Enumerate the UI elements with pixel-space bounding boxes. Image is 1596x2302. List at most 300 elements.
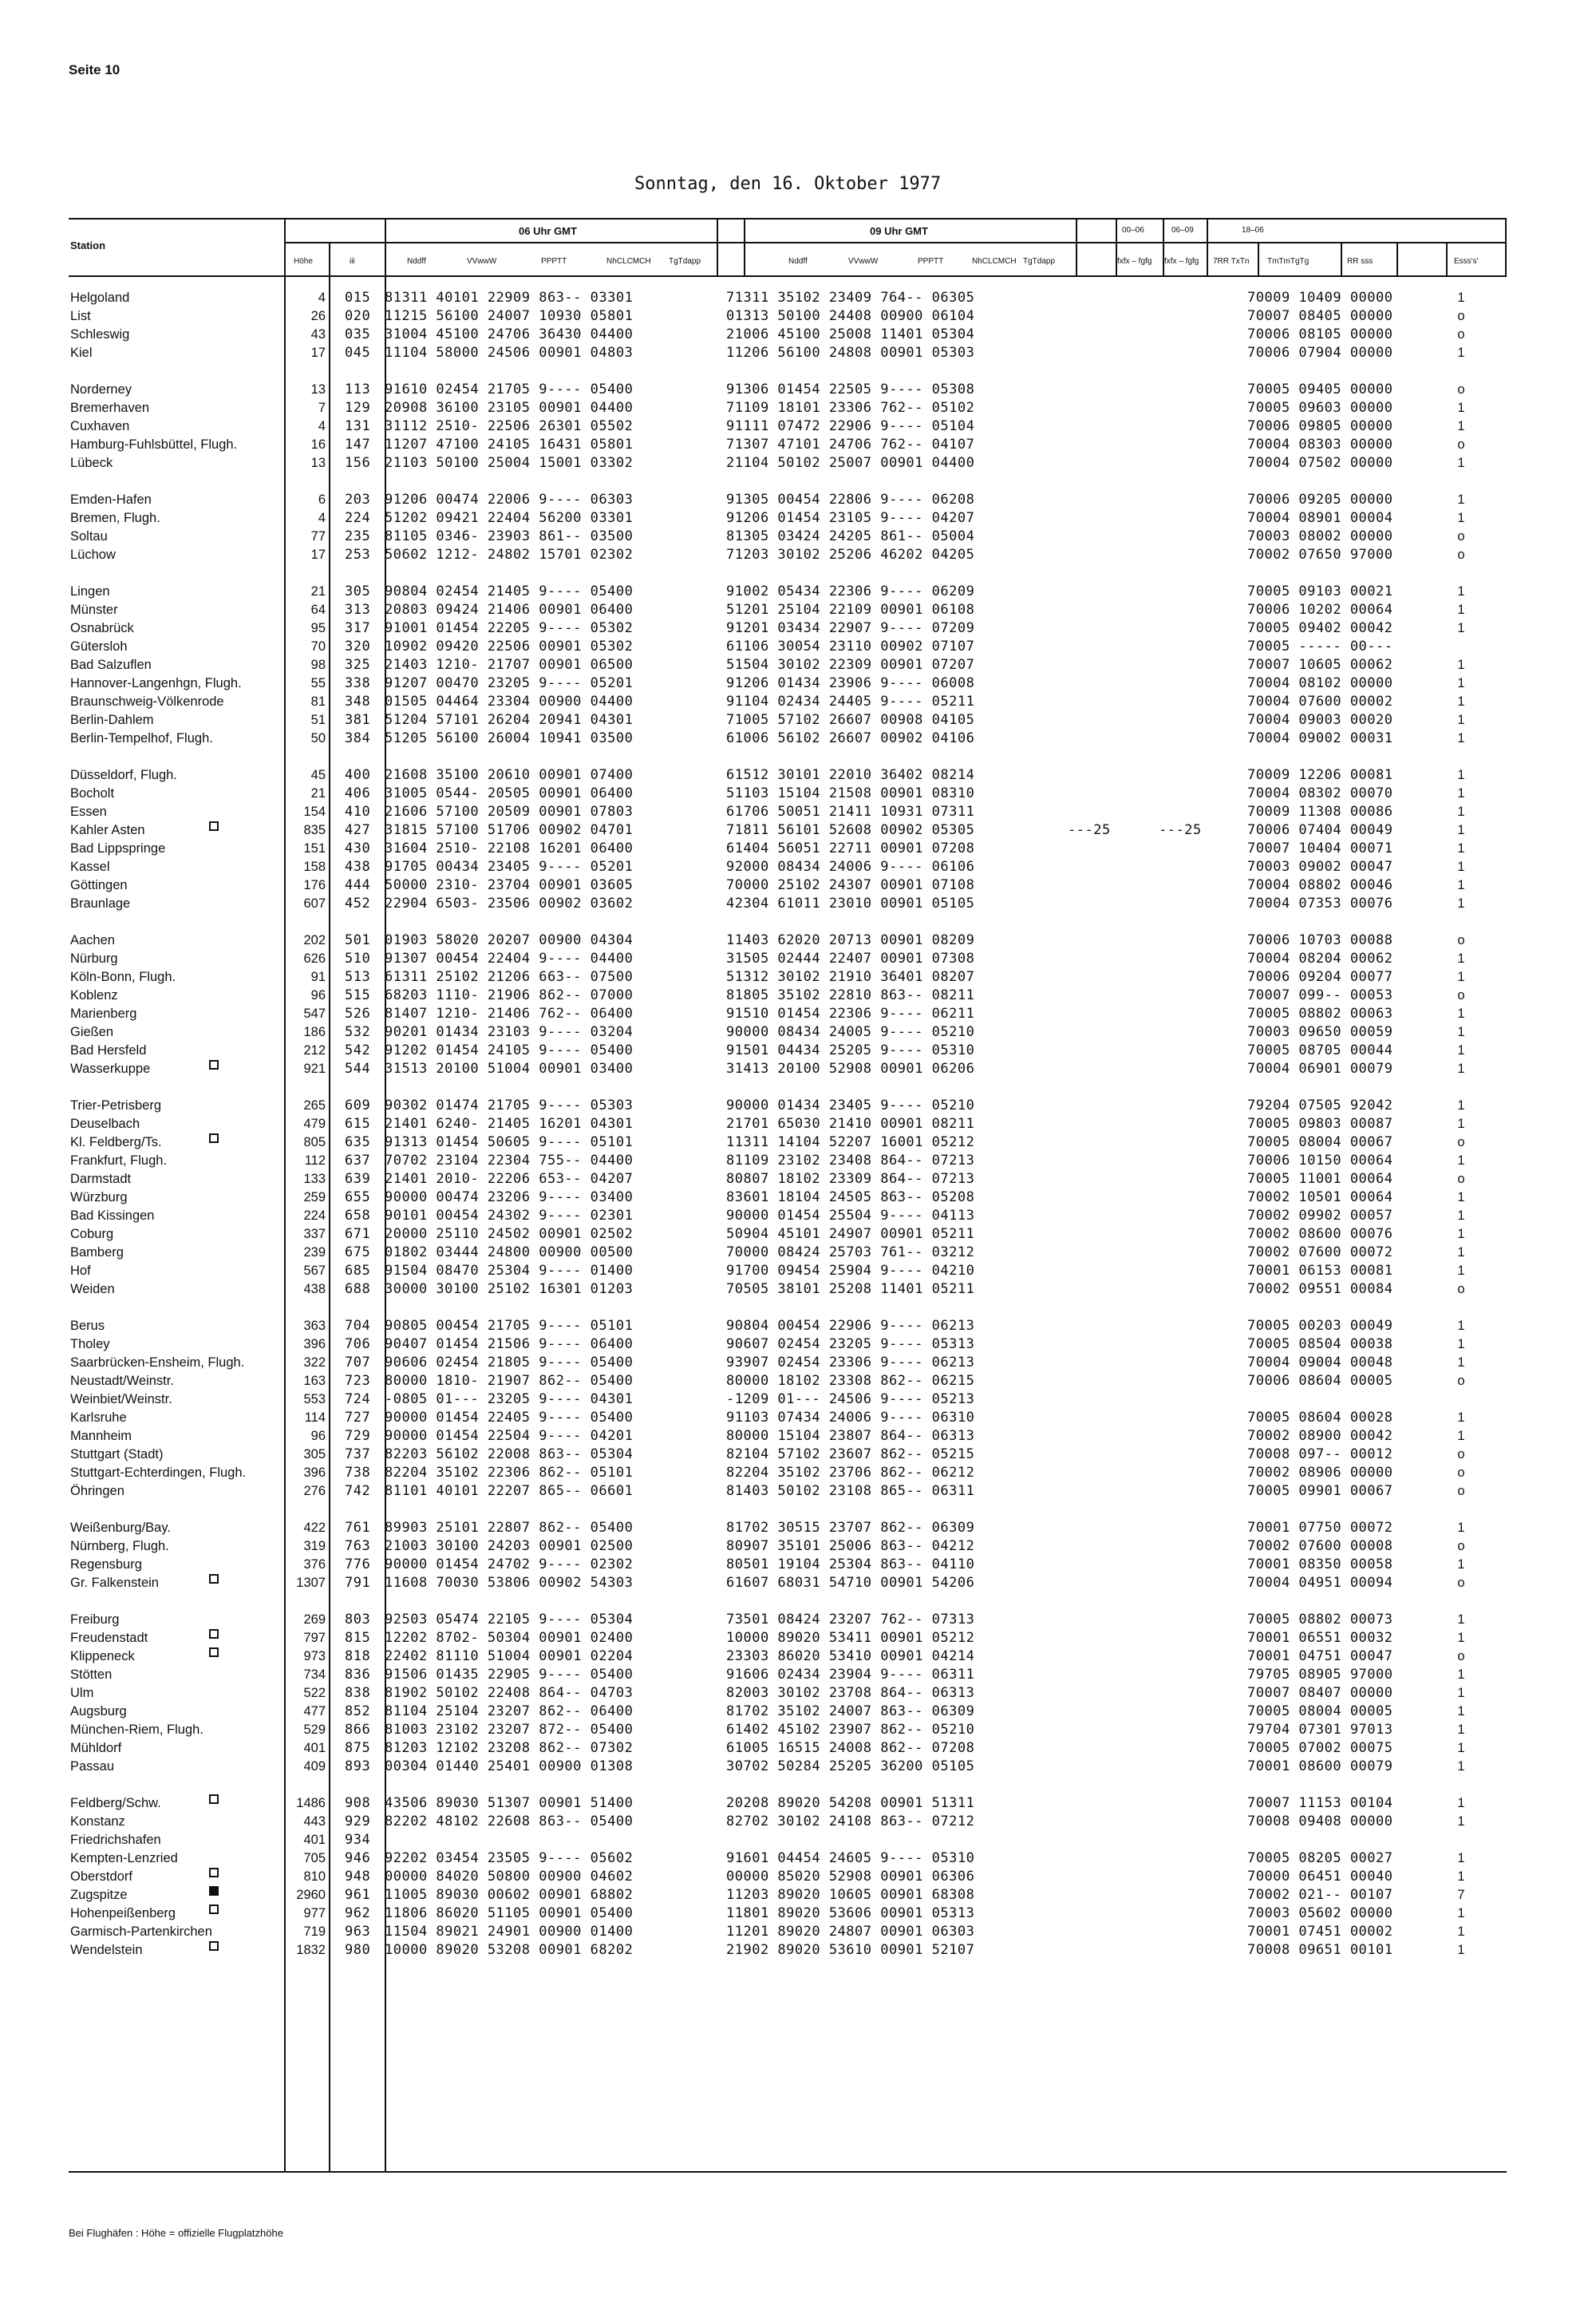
- station-index: 929: [345, 1814, 371, 1829]
- snow-code: 1: [1457, 1264, 1465, 1278]
- station-index: 742: [345, 1483, 371, 1499]
- station-index: 438: [345, 859, 371, 875]
- station-altitude: 158: [303, 860, 326, 874]
- obs-09-gmt: 51312 30102 21910 36401 08207: [726, 969, 975, 985]
- table-row: [0, 601, 1596, 619]
- obs-18-06: 70006 10703 00088: [1247, 932, 1393, 948]
- obs-18-06: 70003 09002 00047: [1247, 859, 1393, 875]
- obs-18-06: 70002 08600 00076: [1247, 1226, 1393, 1242]
- obs-09-gmt: 90607 02454 23205 9---- 05313: [726, 1336, 975, 1352]
- station-index: 224: [345, 510, 371, 526]
- mountain-station-box-icon: [209, 1794, 219, 1804]
- obs-18-06: 79204 07505 92042: [1247, 1098, 1393, 1113]
- snow-code: 1: [1457, 1667, 1465, 1682]
- station-name: Trier-Petrisberg: [70, 1098, 161, 1113]
- station-name: Friedrichshafen: [70, 1833, 161, 1847]
- snow-code: 1: [1457, 841, 1465, 856]
- obs-09-gmt: 91111 07472 22906 9---- 05104: [726, 418, 975, 434]
- snow-code: 1: [1457, 1723, 1465, 1737]
- table-row: [0, 289, 1596, 307]
- table-row: [0, 417, 1596, 436]
- obs-18-06: 70009 10409 00000: [1247, 290, 1393, 306]
- table-row: [0, 1023, 1596, 1042]
- station-name: Nürnberg, Flugh.: [70, 1539, 169, 1553]
- obs-09-gmt: 70505 38101 25208 11401 05211: [726, 1281, 975, 1297]
- station-altitude: 55: [310, 676, 326, 690]
- obs-06-gmt: 91313 01454 50605 9---- 05101: [385, 1134, 634, 1150]
- obs-09-gmt: 23303 86020 53410 00901 04214: [726, 1648, 975, 1664]
- obs-09-gmt: 91305 00454 22806 9---- 06208: [726, 492, 975, 508]
- snow-code: 1: [1457, 658, 1465, 672]
- obs-06-gmt: 50000 2310- 23704 00901 03605: [385, 877, 634, 893]
- obs-06-gmt: -0805 01--- 23205 9---- 04301: [385, 1391, 634, 1407]
- station-index: 035: [345, 326, 371, 342]
- obs-18-06: 70007 10605 00062: [1247, 657, 1393, 673]
- table-row: [0, 1813, 1596, 1831]
- snow-code: 1: [1457, 492, 1465, 507]
- obs-18-06: 70002 10501 00064: [1247, 1189, 1393, 1205]
- header-06-sub-1: Nddff: [407, 257, 426, 266]
- obs-09-gmt: 71811 56101 52608 00902 05305: [726, 822, 975, 838]
- obs-09-gmt: 80000 18102 23308 862-- 06215: [726, 1373, 975, 1389]
- station-index: 655: [345, 1189, 371, 1205]
- obs-06-gmt: 90407 01454 21506 9---- 06400: [385, 1336, 634, 1352]
- table-row: [0, 454, 1596, 473]
- station-altitude: 269: [303, 1612, 326, 1627]
- station-index: 635: [345, 1134, 371, 1150]
- obs-09-gmt: 31505 02444 22407 00901 07308: [726, 951, 975, 967]
- station-name: Darmstadt: [70, 1172, 132, 1186]
- header-station: Station: [70, 239, 106, 251]
- station-altitude: 224: [303, 1208, 326, 1223]
- station-index: 510: [345, 951, 371, 967]
- obs-09-gmt: 91206 01454 23105 9---- 04207: [726, 510, 975, 526]
- mountain-station-box-icon: [209, 1629, 219, 1639]
- station-name: Braunlage: [70, 896, 131, 911]
- obs-09-gmt: 11311 14104 52207 16001 05212: [726, 1134, 975, 1150]
- station-index: 737: [345, 1446, 371, 1462]
- station-index: 815: [345, 1630, 371, 1646]
- snow-code: 1: [1457, 1924, 1465, 1939]
- obs-09-gmt: 91306 01454 22505 9---- 05308: [726, 382, 975, 398]
- snow-code: 1: [1457, 1943, 1465, 1957]
- obs-18-06: 70001 06551 00032: [1247, 1630, 1393, 1646]
- station-name: Münster: [70, 603, 118, 617]
- station-index: 658: [345, 1208, 371, 1224]
- obs-06-gmt: 90606 02454 21805 9---- 05400: [385, 1355, 634, 1371]
- obs-09-gmt: 91700 09454 25904 9---- 04210: [726, 1263, 975, 1279]
- station-altitude: 26: [310, 309, 326, 323]
- obs-06-gmt: 90000 00474 23206 9---- 03400: [385, 1189, 634, 1205]
- station-altitude: 719: [303, 1924, 326, 1939]
- obs-09-gmt: 21701 65030 21410 00901 08211: [726, 1116, 975, 1132]
- obs-09-gmt: 21006 45100 25008 11401 05304: [726, 326, 975, 342]
- table-row: [0, 1409, 1596, 1427]
- obs-18-06: 70004 07502 00000: [1247, 455, 1393, 471]
- station-altitude: 51: [310, 713, 326, 727]
- station-index: 980: [345, 1942, 371, 1958]
- station-altitude: 2960: [296, 1888, 326, 1902]
- station-index: 729: [345, 1428, 371, 1444]
- table-row: [0, 1152, 1596, 1170]
- station-name: Schleswig: [70, 327, 130, 342]
- obs-09-gmt: 90000 01434 23405 9---- 05210: [726, 1098, 975, 1113]
- station-index: 609: [345, 1098, 371, 1113]
- obs-06-gmt: 31604 2510- 22108 16201 06400: [385, 841, 634, 856]
- obs-18-06: 70005 08004 00005: [1247, 1703, 1393, 1719]
- station-name: Göttingen: [70, 878, 128, 892]
- station-altitude: 443: [303, 1814, 326, 1829]
- station-name: Soltau: [70, 529, 108, 544]
- snow-code: 1: [1457, 823, 1465, 837]
- obs-18-06: 70007 11153 00104: [1247, 1795, 1393, 1811]
- station-index: 836: [345, 1667, 371, 1683]
- header-09-sub-1: Nddff: [788, 257, 808, 266]
- obs-18-06: 70005 09402 00042: [1247, 620, 1393, 636]
- obs-09-gmt: 91606 02434 23904 9---- 06311: [726, 1667, 975, 1683]
- obs-09-gmt: 21902 89020 53610 00901 52107: [726, 1942, 975, 1958]
- station-index: 706: [345, 1336, 371, 1352]
- obs-18-06: 70004 09002 00031: [1247, 730, 1393, 746]
- table-row: [0, 326, 1596, 344]
- header-tmtm: TmTmTgTg: [1267, 257, 1310, 266]
- obs-06-gmt: 31004 45100 24706 36430 04400: [385, 326, 634, 342]
- station-altitude: 835: [303, 823, 326, 837]
- obs-09-gmt: 82003 30102 23708 864-- 06313: [726, 1685, 975, 1701]
- obs-06-gmt: 81104 25104 23207 862-- 06400: [385, 1703, 634, 1719]
- obs-09-gmt: 61404 56051 22711 00901 07208: [726, 841, 975, 856]
- obs-06-gmt: 21403 1210- 21707 00901 06500: [385, 657, 634, 673]
- obs-06-gmt: 82204 35102 22306 862-- 05101: [385, 1465, 634, 1481]
- obs-06-gmt: 51205 56100 26004 10941 03500: [385, 730, 634, 746]
- obs-09-gmt: 61706 50051 21411 10931 07311: [726, 804, 975, 820]
- table-row: [0, 1133, 1596, 1152]
- station-altitude: 50: [310, 731, 326, 746]
- station-index: 381: [345, 712, 371, 728]
- obs-18-06: 70005 09901 00067: [1247, 1483, 1393, 1499]
- obs-18-06: 70004 08102 00000: [1247, 675, 1393, 691]
- table-row: [0, 1060, 1596, 1078]
- obs-06-gmt: 11504 89021 24901 00900 01400: [385, 1924, 634, 1940]
- station-name: Bremerhaven: [70, 401, 150, 415]
- table-row: [0, 1225, 1596, 1244]
- obs-06-gmt: 91206 00474 22006 9---- 06303: [385, 492, 634, 508]
- station-name: Passau: [70, 1759, 115, 1774]
- obs-18-06: 70006 10202 00064: [1247, 602, 1393, 618]
- obs-18-06: 70009 11308 00086: [1247, 804, 1393, 820]
- station-index: 452: [345, 896, 371, 912]
- table-row: [0, 1923, 1596, 1941]
- table-row: [0, 1189, 1596, 1207]
- station-altitude: 396: [303, 1465, 326, 1480]
- station-altitude: 96: [310, 988, 326, 1003]
- obs-09-gmt: 61402 45102 23907 862-- 05210: [726, 1722, 975, 1738]
- station-altitude: 626: [303, 951, 326, 966]
- obs-18-06: 70006 10150 00064: [1247, 1153, 1393, 1169]
- snow-code: o: [1457, 327, 1465, 342]
- table-row: [0, 693, 1596, 711]
- station-name: Cuxhaven: [70, 419, 130, 433]
- obs-09-gmt: 92000 08434 24006 9---- 06106: [726, 859, 975, 875]
- station-index: 384: [345, 730, 371, 746]
- station-index: 253: [345, 547, 371, 563]
- station-name: Bocholt: [70, 786, 115, 801]
- snow-code: 1: [1457, 346, 1465, 360]
- table-row: [0, 858, 1596, 876]
- station-altitude: 13: [310, 456, 326, 470]
- mountain-station-box-icon: [209, 1574, 219, 1584]
- obs-18-06: 70005 08004 00067: [1247, 1134, 1393, 1150]
- station-altitude: 77: [310, 529, 326, 544]
- station-altitude: 21: [310, 584, 326, 599]
- station-index: 776: [345, 1556, 371, 1572]
- snow-code: o: [1457, 1576, 1465, 1590]
- obs-09-gmt: 30702 50284 25205 36200 05105: [726, 1758, 975, 1774]
- obs-06-gmt: 91504 08470 25304 9---- 01400: [385, 1263, 634, 1279]
- station-altitude: 81: [310, 694, 326, 709]
- table-row: [0, 1611, 1596, 1629]
- mountain-station-box-icon: [209, 1904, 219, 1914]
- table-row: [0, 1244, 1596, 1262]
- obs-09-gmt: 51201 25104 22109 00901 06108: [726, 602, 975, 618]
- station-index: 348: [345, 694, 371, 710]
- table-row: [0, 528, 1596, 546]
- obs-18-06: 70000 06451 00040: [1247, 1869, 1393, 1885]
- obs-09-gmt: -1209 01--- 24506 9---- 05213: [726, 1391, 975, 1407]
- snow-code: o: [1457, 1172, 1465, 1186]
- table-row: [0, 730, 1596, 748]
- mountain-station-box-icon: [209, 1868, 219, 1877]
- obs-09-gmt: 91501 04434 25205 9---- 05310: [726, 1042, 975, 1058]
- station-index: 526: [345, 1006, 371, 1022]
- station-altitude: 1486: [296, 1796, 326, 1810]
- snow-code: 1: [1457, 1686, 1465, 1700]
- station-index: 962: [345, 1905, 371, 1921]
- obs-18-06: 70004 09003 00020: [1247, 712, 1393, 728]
- table-row: [0, 1574, 1596, 1592]
- obs-09-gmt: 90000 08434 24005 9---- 05210: [726, 1024, 975, 1040]
- obs-09-gmt: 10000 89020 53411 00901 05212: [726, 1630, 975, 1646]
- table-row: [0, 1537, 1596, 1556]
- header-period-18-06: 18–06: [1242, 226, 1264, 235]
- obs-18-06: 70001 07750 00072: [1247, 1520, 1393, 1536]
- obs-06-gmt: 21606 57100 20509 00901 07803: [385, 804, 634, 820]
- station-altitude: 1307: [296, 1576, 326, 1590]
- obs-18-06: 70004 08302 00070: [1247, 785, 1393, 801]
- snow-code: 1: [1457, 511, 1465, 525]
- obs-18-06: 70006 08105 00000: [1247, 326, 1393, 342]
- obs-18-06: 70005 08705 00044: [1247, 1042, 1393, 1058]
- station-index: 542: [345, 1042, 371, 1058]
- station-name: Bad Hersfeld: [70, 1043, 147, 1058]
- station-index: 410: [345, 804, 371, 820]
- snow-code: 1: [1457, 731, 1465, 746]
- station-name: Braunschweig-Völkenrode: [70, 694, 224, 709]
- table-row: [0, 491, 1596, 509]
- station-name: Hannover-Langenhgn, Flugh.: [70, 676, 242, 690]
- station-name: Kempten-Lenzried: [70, 1851, 178, 1865]
- station-name: Feldberg/Schw.: [70, 1796, 161, 1810]
- station-altitude: 17: [310, 548, 326, 562]
- obs-18-06: 70004 07600 00002: [1247, 694, 1393, 710]
- obs-09-gmt: 81403 50102 23108 865-- 06311: [726, 1483, 975, 1499]
- gust-00-06: ---25: [1068, 822, 1111, 838]
- mountain-station-box-icon: [209, 1886, 219, 1896]
- station-index: 723: [345, 1373, 371, 1389]
- station-index: 515: [345, 987, 371, 1003]
- obs-18-06: 70005 08205 00027: [1247, 1850, 1393, 1866]
- station-index: 430: [345, 841, 371, 856]
- station-index: 513: [345, 969, 371, 985]
- snow-code: 1: [1457, 1612, 1465, 1627]
- station-altitude: 239: [303, 1245, 326, 1260]
- station-index: 615: [345, 1116, 371, 1132]
- header-gust-1: fxfx – fgfg: [1117, 257, 1152, 266]
- obs-18-06: 70005 ----- 00---: [1247, 639, 1393, 655]
- station-index: 015: [345, 290, 371, 306]
- station-name: Freudenstadt: [70, 1631, 148, 1645]
- station-name: Öhringen: [70, 1484, 124, 1498]
- obs-06-gmt: 70702 23104 22304 755-- 04400: [385, 1153, 634, 1169]
- station-index: 838: [345, 1685, 371, 1701]
- snow-code: 1: [1457, 786, 1465, 801]
- snow-code: 1: [1457, 951, 1465, 966]
- obs-09-gmt: 20208 89020 54208 00901 51311: [726, 1795, 975, 1811]
- snow-code: 1: [1457, 878, 1465, 892]
- snow-code: 1: [1457, 1190, 1465, 1204]
- obs-06-gmt: 81902 50102 22408 864-- 04703: [385, 1685, 634, 1701]
- station-index: 147: [345, 437, 371, 453]
- obs-06-gmt: 81203 12102 23208 862-- 07302: [385, 1740, 634, 1756]
- station-altitude: 21: [310, 786, 326, 801]
- table-row: [0, 1629, 1596, 1647]
- obs-06-gmt: 81003 23102 23207 872-- 05400: [385, 1722, 634, 1738]
- obs-06-gmt: 81105 0346- 23903 861-- 03500: [385, 528, 634, 544]
- station-index: 532: [345, 1024, 371, 1040]
- obs-06-gmt: 11207 47100 24105 16431 05801: [385, 437, 634, 453]
- obs-06-gmt: 31005 0544- 20505 00901 06400: [385, 785, 634, 801]
- obs-18-06: 70006 07904 00000: [1247, 345, 1393, 361]
- obs-18-06: 70008 09651 00101: [1247, 1942, 1393, 1958]
- obs-09-gmt: 70000 08424 25703 761-- 03212: [726, 1244, 975, 1260]
- gust-06-09: ---25: [1159, 822, 1202, 838]
- obs-09-gmt: 11203 89020 10605 00901 68308: [726, 1887, 975, 1903]
- obs-09-gmt: 50904 45101 24907 00901 05211: [726, 1226, 975, 1242]
- snow-code: 1: [1457, 1098, 1465, 1113]
- snow-code: 1: [1457, 1869, 1465, 1884]
- station-name: Neustadt/Weinstr.: [70, 1374, 174, 1388]
- header-09-sub-4: NhCLCMCH: [972, 257, 1017, 266]
- station-altitude: 422: [303, 1521, 326, 1535]
- obs-09-gmt: 71311 35102 23409 764-- 06305: [726, 290, 975, 306]
- station-name: Oberstdorf: [70, 1869, 132, 1884]
- obs-18-06: 70005 09405 00000: [1247, 382, 1393, 398]
- station-index: 131: [345, 418, 371, 434]
- station-altitude: 96: [310, 1429, 326, 1443]
- table-row: [0, 1868, 1596, 1886]
- table-row: [0, 307, 1596, 326]
- table-row: [0, 1684, 1596, 1703]
- obs-09-gmt: 80907 35101 25006 863-- 04212: [726, 1538, 975, 1554]
- station-altitude: 479: [303, 1117, 326, 1131]
- station-altitude: 4: [318, 511, 326, 525]
- obs-18-06: 70005 09603 00000: [1247, 400, 1393, 416]
- obs-06-gmt: 80000 1810- 21907 862-- 05400: [385, 1373, 634, 1389]
- station-index: 763: [345, 1538, 371, 1554]
- station-altitude: 16: [310, 437, 326, 452]
- obs-09-gmt: 83601 18104 24505 863-- 05208: [726, 1189, 975, 1205]
- snow-code: 1: [1457, 1025, 1465, 1039]
- obs-06-gmt: 90000 01454 24702 9---- 02302: [385, 1556, 634, 1572]
- table-row: [0, 1556, 1596, 1574]
- station-name: Emden-Hafen: [70, 492, 152, 507]
- obs-06-gmt: 51204 57101 26204 20941 04301: [385, 712, 634, 728]
- station-index: 156: [345, 455, 371, 471]
- station-altitude: 1832: [296, 1943, 326, 1957]
- obs-18-06: 70004 09004 00048: [1247, 1355, 1393, 1371]
- station-name: Frankfurt, Flugh.: [70, 1153, 168, 1168]
- obs-09-gmt: 21104 50102 25007 00901 04400: [726, 455, 975, 471]
- station-name: Klippeneck: [70, 1649, 135, 1663]
- obs-18-06: 70001 07451 00002: [1247, 1924, 1393, 1940]
- obs-18-06: 79705 08905 97000: [1247, 1667, 1393, 1683]
- obs-09-gmt: 81805 35102 22810 863-- 08211: [726, 987, 975, 1003]
- snow-code: 1: [1457, 1208, 1465, 1223]
- obs-06-gmt: 91001 01454 22205 9---- 05302: [385, 620, 634, 636]
- station-altitude: 212: [303, 1043, 326, 1058]
- station-name: Weiden: [70, 1282, 115, 1296]
- station-altitude: 797: [303, 1631, 326, 1645]
- snow-code: 1: [1457, 1337, 1465, 1351]
- station-altitude: 163: [303, 1374, 326, 1388]
- table-row: [0, 344, 1596, 362]
- table-row: [0, 1280, 1596, 1299]
- station-altitude: 322: [303, 1355, 326, 1370]
- obs-18-06: 70002 021-- 00107: [1247, 1887, 1393, 1903]
- station-index: 946: [345, 1850, 371, 1866]
- table-row: [0, 399, 1596, 417]
- obs-18-06: 70003 09650 00059: [1247, 1024, 1393, 1040]
- header-period-06-09: 06–09: [1171, 226, 1194, 235]
- snow-code: 1: [1457, 970, 1465, 984]
- obs-09-gmt: 61607 68031 54710 00901 54206: [726, 1575, 975, 1591]
- obs-18-06: 70006 08604 00005: [1247, 1373, 1393, 1389]
- obs-06-gmt: 21608 35100 20610 00901 07400: [385, 767, 634, 783]
- station-index: 875: [345, 1740, 371, 1756]
- table-row: [0, 895, 1596, 913]
- station-index: 338: [345, 675, 371, 691]
- station-altitude: 4: [318, 419, 326, 433]
- station-name: Hof: [70, 1264, 91, 1278]
- station-name: Ulm: [70, 1686, 94, 1700]
- station-index: 934: [345, 1832, 371, 1848]
- table-row: [0, 1941, 1596, 1960]
- snow-code: o: [1457, 309, 1465, 323]
- obs-18-06: 70005 09803 00087: [1247, 1116, 1393, 1132]
- snow-code: 1: [1457, 401, 1465, 415]
- header-09-gmt: 09 Uhr GMT: [870, 225, 928, 237]
- station-index: 400: [345, 767, 371, 783]
- obs-06-gmt: 82202 48102 22608 863-- 05400: [385, 1814, 634, 1829]
- table-row: [0, 1005, 1596, 1023]
- obs-09-gmt: 61106 30054 23110 00902 07107: [726, 639, 975, 655]
- obs-09-gmt: 93907 02454 23306 9---- 06213: [726, 1355, 975, 1371]
- obs-18-06: 70007 08405 00000: [1247, 308, 1393, 324]
- snow-code: o: [1457, 1447, 1465, 1461]
- obs-18-06: 70005 11001 00064: [1247, 1171, 1393, 1187]
- station-name: Helgoland: [70, 291, 130, 305]
- table-row: [0, 583, 1596, 601]
